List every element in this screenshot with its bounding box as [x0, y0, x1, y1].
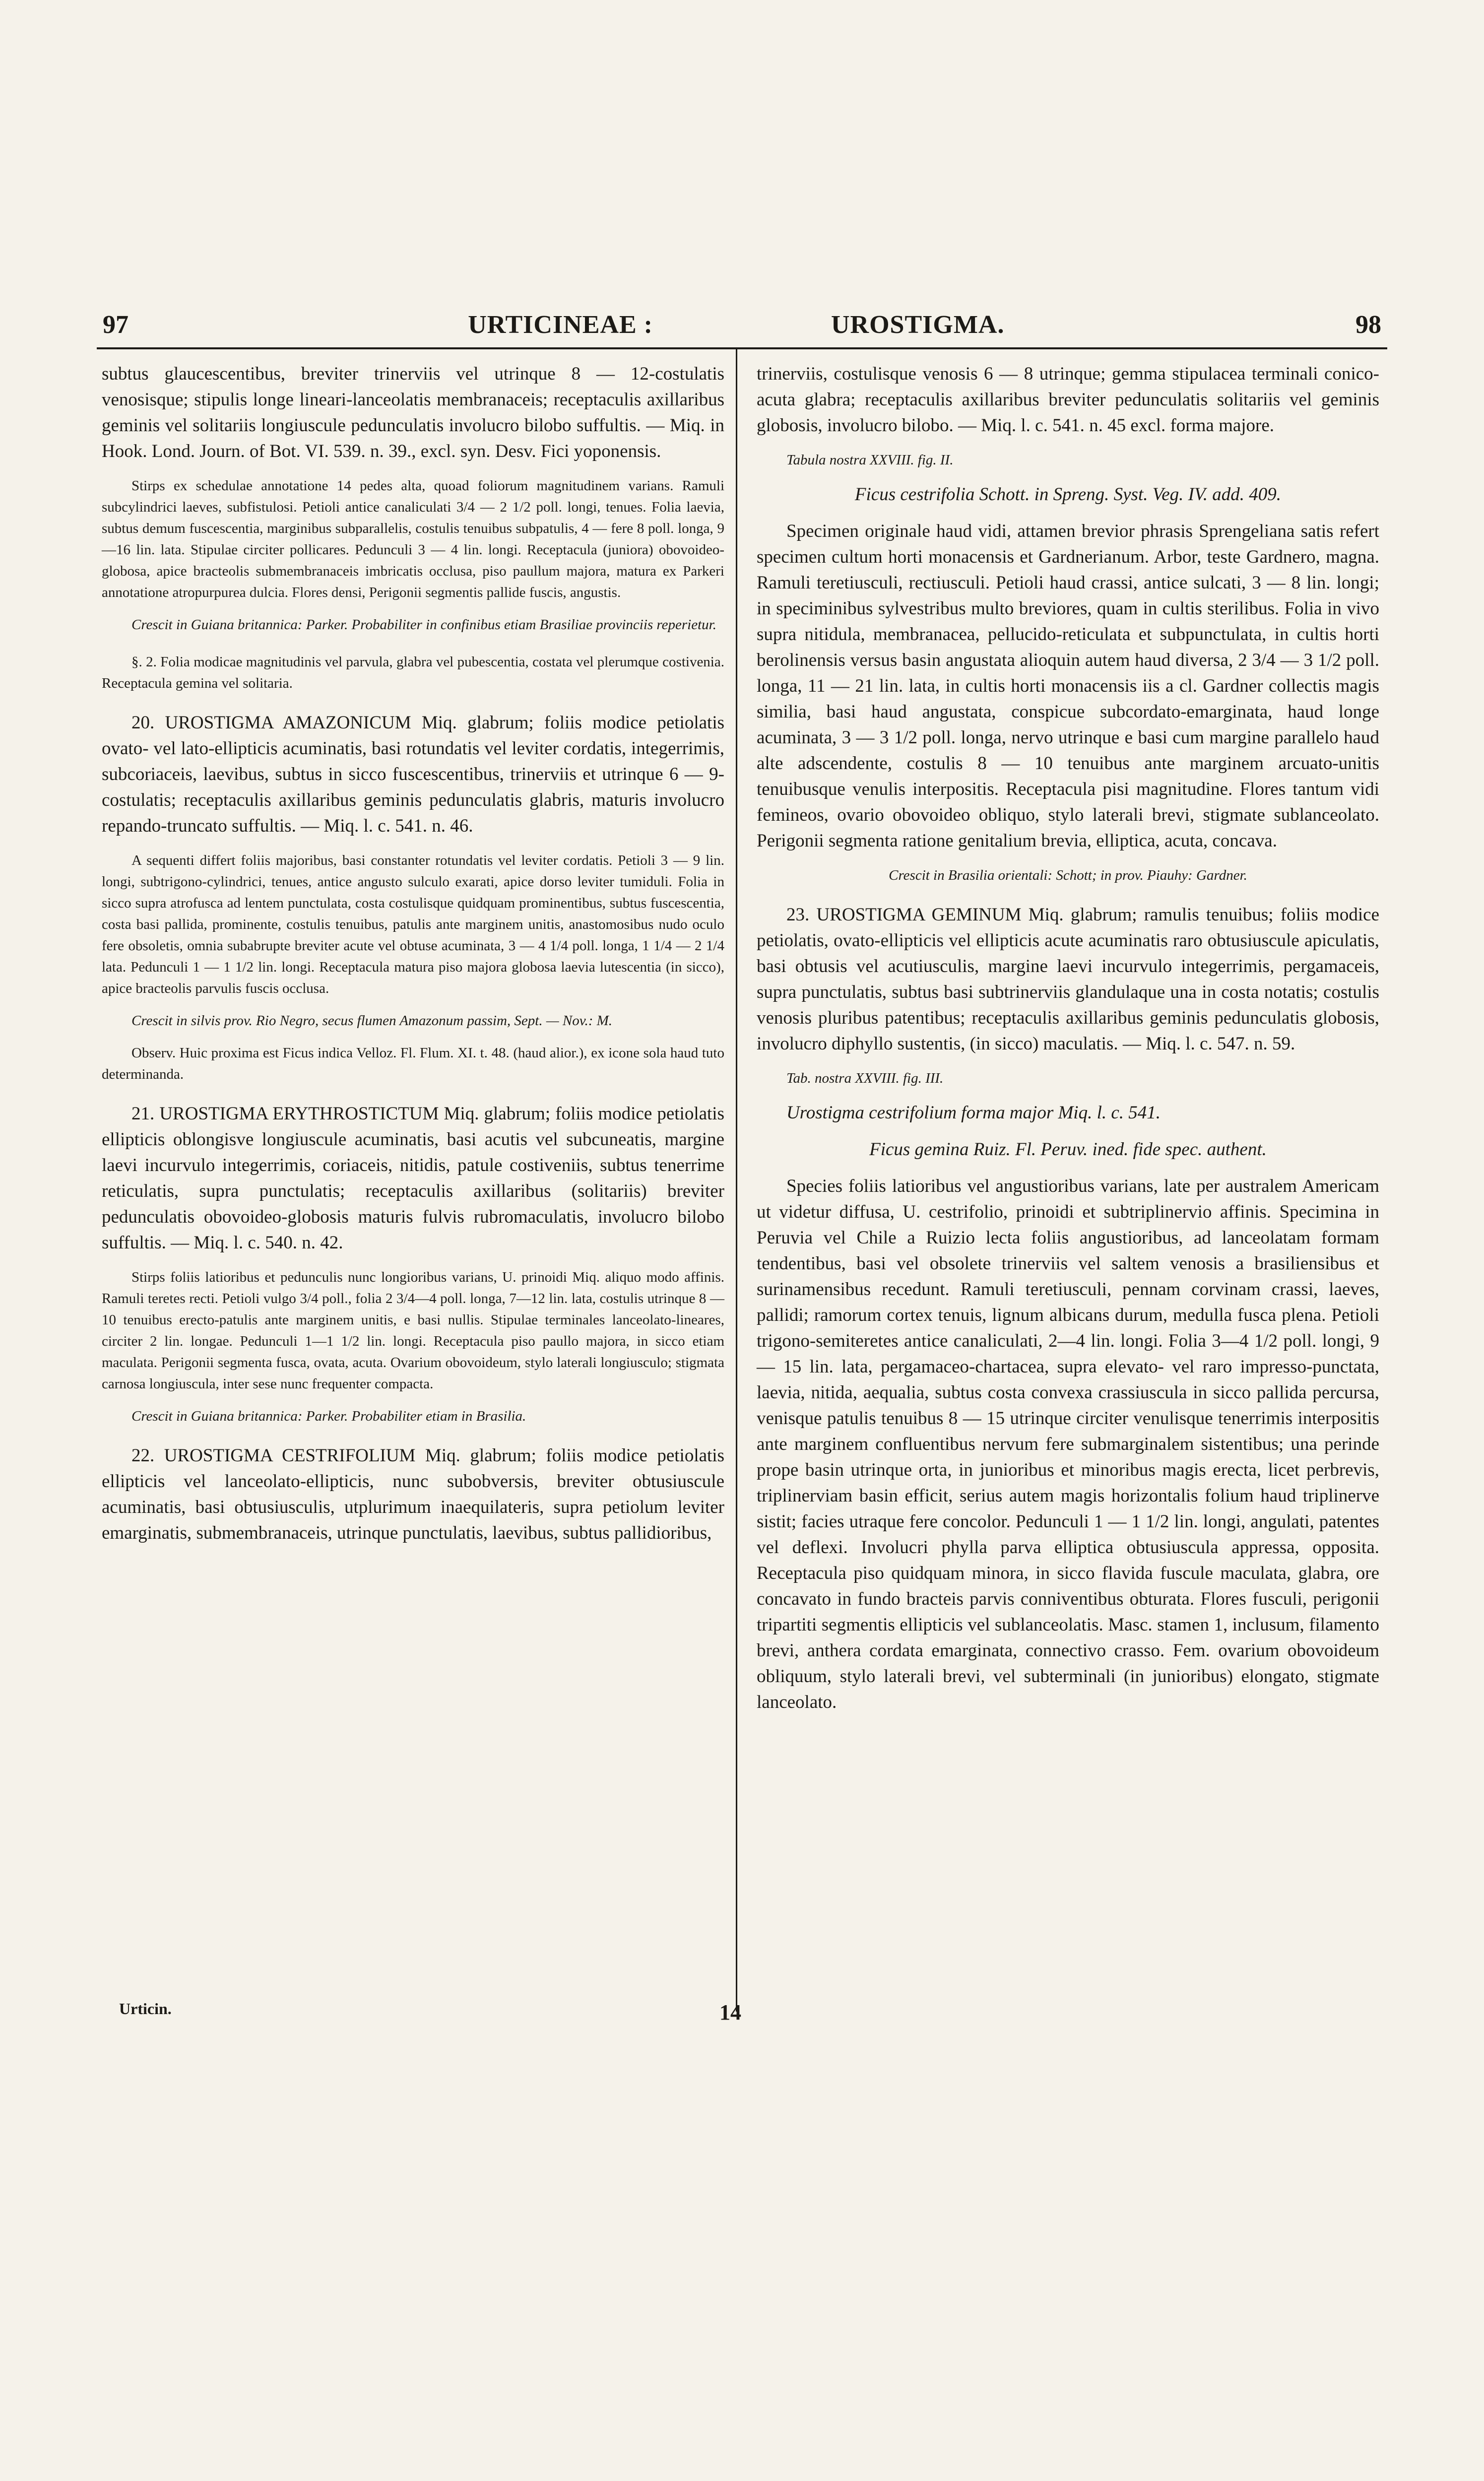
column-divider [736, 349, 737, 2012]
paragraph: Specimen originale haud vidi, attamen brevior phrasis Sprengeliana satis refert specimen cultum horti monacensis et Gardnerianum. Arbor, teste Gardnero, magna. Ramuli teretiusculi, rectiusculi. Petioli haud crassi, antice sulcati, 3 — 8 lin. longi; in speciminibus sylvestribus multo breviores, quam in cultis sterilibus. Folia in vivo supra nitidula, membranacea, pellucido-reticulata et subpunctulata, in cultis horti berolinensis versus basin angustata alioquin autem haud diversa, 2 3/4 — 3 1/2 poll. longa, 11 — 21 lin. lata, in cultis horti monacensis iis a cl. Gardner collectis magis similia, basi haud angustata, conspicue subcordato-emarginata, haud longe acuminata, 3 — 3 1/2 poll. longa, nervo utrinque e basi cum margine parallelo haud alte adscendente, costulis 8 — 10 tenuibus ante marginem arcuato-unitis tenuibusque venulis interpositis. Receptacula pisi magnitudine. Flores tantum vidi femineos, ovario obovoideo obliquo, stylo laterali brevi, stigmate sublanceolato. Perigonii segmenta ratione genitalium brevia, elliptica, acuta, concava. [757, 521, 1379, 851]
paragraph: Crescit in Guiana britannica: Parker. Probabiliter in confinibus etiam Brasiliae provinciis reperietur. [131, 617, 716, 633]
plate-reference: Tabula nostra XXVIII. fig. II. [786, 452, 954, 468]
page-number-left: 97 [103, 311, 129, 339]
signature-mark: Urticin. [119, 2000, 172, 2018]
sheet-number: 14 [719, 2000, 741, 2024]
plate-reference: Tab. nostra XXVIII. fig. III. [786, 1070, 944, 1086]
running-title-left: URTICINEAE : [468, 311, 653, 339]
synonym: Ficus gemina Ruiz. Fl. Peruv. ined. fide spec. authent. [869, 1139, 1267, 1160]
species-heading: 20. UROSTIGMA AMAZONICUM Miq. glabrum; foliis modice petiolatis ovato- vel lato-ellipticis acuminatis, basi rotundatis vel leviter cordatis, integerrimis, subcoriaceis, laevibus, subtus in sicco fuscescentibus, trinerviis et utrinque 6 — 9-costulatis; receptaculis axillaribus geminis pedunculatis glabris, maturis involucro repando-truncato suffultis. — Miq. l. c. 541. n. 46. [102, 713, 724, 836]
section-note: §. 2. Folia modicae magnitudinis vel parvula, glabra vel pubescentia, costata vel plerumque costivenia. Receptacula gemina vel solitaria. [102, 654, 724, 691]
page-number-right: 98 [1355, 311, 1381, 339]
paragraph: A sequenti differt foliis majoribus, basi constanter rotundatis vel leviter cordatis. Petioli 3 — 9 lin. longi, subtrigono-cylindrici, tenues, antice angusto sulculo exarati, apice dorso leviter tumiduli. Folia in sicco supra atrofusca ad lentem punctulata, costa costulisque quidquam prominentibus, subtus fuscescentia, costa basi pallida, prominente, costulis tenuibus, patulis ante marginem unitis, anastomosibus nudo oculo fere obsoletis, omnia subabrupte breviter acute vel obtuse acuminata, 3 — 4 1/4 poll. longa, 1 1/4 — 2 1/4 lata. Pedunculi 1 — 1 1/2 lin. longi. Receptacula matura piso majora globosa laevia lutescentia (in sicco), apice bracteolis parvulis fuscis occlusa. [102, 852, 724, 996]
paragraph: subtus glaucescentibus, breviter trinerviis vel utrinque 8 — 12-costulatis venosisque; stipulis longe lineari-lanceolatis membranaceis; receptaculis axillaribus geminis vel solitariis longiuscule pedunculatis involucro bilobo suffultis. — Miq. in Hook. Lond. Journ. of Bot. VI. 539. n. 39., excl. syn. Desv. Fici yoponensis. [102, 364, 724, 461]
species-heading: 23. UROSTIGMA GEMINUM Miq. glabrum; ramulis tenuibus; foliis modice petiolatis, ovato-ellipticis vel ellipticis acute acuminatis raro obtusiuscule apiculatis, basi obtusis vel acutiusculis, margine laevi incurvulo integerrimis, pergamaceis, supra punctulatis, subtus basi subtrinerviis glandulaque una in costa notatis; costulis venosis pluribus patentibus; receptaculis axillaribus geminis pedunculatis globosis, involucro diphyllo sustentis, (in sicco) maculatis. — Miq. l. c. 547. n. 59. [757, 905, 1379, 1054]
left-column [102, 361, 724, 1557]
paragraph: Species foliis latioribus vel angustioribus varians, late per australem Americam ut videtur diffusa, U. cestrifolio, prinoidi et subtriplinervio affinis. Specimina in Peruvia vel Chile a Ruizio lecta foliis angustioribus, ad lanceolatam formam tendentibus, basi vel obsolete trinerviis vel saltem venosis a brasiliensibus et surinamensibus recedunt. Ramuli teretiusculi, pennam corvinam crassi, laeves, pallidi; ramorum cortex tenuis, lignum albicans durum, medulla fusca plena. Petioli trigono-semiteretes antice canaliculati, 2—4 lin. longi. Folia 3—4 1/2 poll. longi, 9 — 15 lin. lata, pergamaceo-chartacea, supra elevato- vel raro impresso-punctata, laevia, nitida, aequalia, subtus costa convexa crassiuscula in sicco pallida percursa, venisque patulis tenuibus 8 — 15 utrinque circiter venulisque tenerrimis interpositis ante marginem confluentibus nervum fere submarginalem sistentibus; una perinde prope basin utrinque orta, in junioribus et minoribus magis erecta, licet perbrevis, triplinerviam basin efficit, serius autem magis horizontalis folium haud triplinerve sistit; facies utraque fere concolor. Pedunculi 1 — 1 1/2 lin. longi, angulati, patentes vel deflexi. Involucri phylla parva elliptica obtusiuscula appressa, opposita. Receptacula piso quidquam minora, in sicco flavida fuscule maculata, glabra, ore concavato in fundo bracteis parvis conniventibus obturata. Flores fusculi, perigonii tripartiti segmentis ellipticis vel sublanceolatis. Masc. stamen 1, inclusum, filamento brevi, anthera cordata emarginata, connectivo crasso. Fem. ovarium obovoideum obliquum, stylo laterali brevi, vel subterminali (in junioribus) elongato, stigmate lanceolato. [757, 1176, 1379, 1712]
synonym: Urostigma cestrifolium forma major Miq. l. c. 541. [786, 1103, 1161, 1123]
paragraph: Crescit in silvis prov. Rio Negro, secus flumen Amazonum passim, Sept. — Nov.: M. [131, 1013, 613, 1029]
paragraph: trinerviis, costulisque venosis 6 — 8 utrinque; gemma stipulacea terminali conico-acuta glabra; receptaculis axillaribus breviter pedunculatis solitariis vel geminis globosis, involucro bilobo. — Miq. l. c. 541. n. 45 excl. forma majore. [757, 364, 1379, 436]
species-heading: 21. UROSTIGMA ERYTHROSTICTUM Miq. glabrum; foliis modice petiolatis ellipticis oblongisve longiuscule acuminatis, basi acutis vel subcuneatis, margine laevi incurvulo integerrimis, coriaceis, nitidis, patule costiveniis, subtus tenerrime reticulatis, supra punctulatis; receptaculis axillaribus (solitariis) breviter pedunculatis obovoideo-globosis maturis fulvis rubromaculatis, involucro bilobo suffultis. — Miq. l. c. 540. n. 42. [102, 1104, 724, 1253]
paragraph: Observ. Huic proxima est Ficus indica Velloz. Fl. Flum. XI. t. 48. (haud alior.), ex icone sola haud tuto determinanda. [102, 1045, 724, 1082]
paragraph: Stirps ex schedulae annotatione 14 pedes alta, quoad foliorum magnitudinem varians. Ramuli subcylindrici laeves, subfistulosi. Petioli antice canaliculati 3/4 — 2 1/2 poll. longi, tenues. Folia laevia, subtus demum fuscescentia, marginibus subparallelis, costulis tenuibus subpatulis, 4 — fere 8 poll. longa, 9—16 lin. lata. Stipulae circiter pollicares. Pedunculi 3 — 4 lin. longi. Receptacula (juniora) obovoideo-globosa, apice bracteolis submembranaceis imbricatis occlusa, piso paullum majora, matura ex Parkeri annotatione atropurpurea dulcia. Flores densi, Perigonii segmentis pallide fuscis, angustis. [102, 478, 724, 600]
right-column [757, 361, 1379, 1726]
paragraph: Crescit in Brasilia orientali: Schott; in prov. Piauhy: Gardner. [889, 867, 1247, 883]
species-heading: 22. UROSTIGMA CESTRIFOLIUM Miq. glabrum; foliis modice petiolatis ellipticis vel lanceolato-ellipticis, nunc subobversis, breviter obtusiuscule acuminatis, basi obtusiusculis, utplurimum inaequilateris, supra petiolum leviter emarginatis, submembranaceis, utrinque punctulatis, laevibus, subtus pallidioribus, [102, 1445, 724, 1543]
running-header [97, 310, 1387, 350]
header-rule [97, 347, 1387, 349]
running-title-right: UROSTIGMA. [831, 311, 1005, 339]
paragraph: Crescit in Guiana britannica: Parker. Probabiliter etiam in Brasilia. [131, 1408, 526, 1424]
synonym: Ficus cestrifolia Schott. in Spreng. Syst. Veg. IV. add. 409. [854, 484, 1282, 505]
paragraph: Stirps foliis latioribus et pedunculis nunc longioribus varians, U. prinoidi Miq. aliquo modo affinis. Ramuli teretes recti. Petioli vulgo 3/4 poll., folia 2 3/4—4 poll. longa, 7—12 lin. lata, costulis utrinque 8 — 10 tenuibus erecto-patulis ante marginem unitis, e basi nullis. Stipulae terminales lanceolato-lineares, circiter 2 lin. longae. Pedunculi 1—1 1/2 lin. longi. Receptacula piso paullo majora, in sicco etiam maculata. Perigonii segmenta fusca, ovata, acuta. Ovarium obovoideum, stylo laterali longiusculo; stigmata carnosa longiuscula, inter sese nunc frequenter compacta. [102, 1269, 724, 1392]
